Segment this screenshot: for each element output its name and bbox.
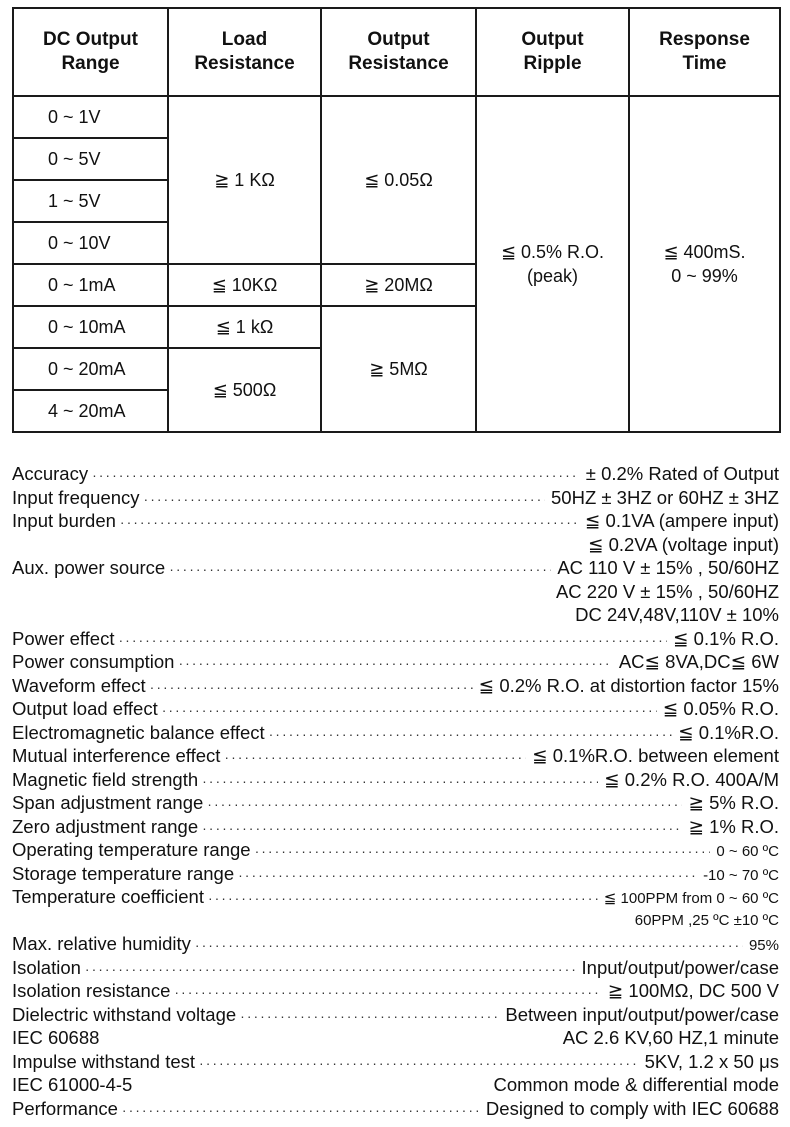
output-resistance-1ma: ≧ 20MΩ	[321, 264, 476, 306]
spec-iec61000: IEC 61000-4-5 Common mode & differential mode	[12, 1074, 779, 1095]
header-output-ripple: Output Ripple	[476, 8, 629, 96]
leader-dots	[207, 793, 682, 817]
load-resistance-voltage: ≧ 1 KΩ	[168, 96, 321, 264]
leader-dots	[144, 488, 545, 512]
leader-dots	[178, 652, 612, 676]
output-ripple-value: ≦ 0.5% R.O. (peak)	[476, 96, 629, 432]
table-row	[13, 96, 780, 138]
spec-temp-coefficient-cont: 60PPM ,25 ºC ±10 ºC	[634, 911, 779, 929]
spec-isolation-resistance: Isolation resistance ····· ≧ 100MΩ, DC 500 V	[12, 979, 779, 1003]
spec-dielectric: Dielectric withstand voltage ····· Between input/output/power/case	[12, 1003, 779, 1027]
range-cell: 0 ~ 10V	[13, 222, 168, 264]
spec-waveform-effect: Waveform effect ····· ≦ 0.2% R.O. at distortion factor 15%	[12, 674, 779, 698]
leader-dots	[92, 464, 580, 488]
leader-dots	[255, 840, 711, 864]
leader-dots	[269, 723, 673, 747]
range-cell: 1 ~ 5V	[13, 180, 168, 222]
spec-em-balance-effect: Electromagnetic balance effect ····· ≦ 0.1%R.O.	[12, 721, 779, 745]
spec-iec60688: IEC 60688 AC 2.6 KV,60 HZ,1 minute	[12, 1027, 779, 1048]
range-cell: 0 ~ 10mA	[13, 306, 168, 348]
header-response-time: Response Time	[629, 8, 780, 96]
spec-zero-adjustment: Zero adjustment range ····· ≧ 1% R.O.	[12, 815, 779, 839]
spec-input-burden-cont: ≦ 0.2VA (voltage input)	[587, 533, 779, 555]
leader-dots	[202, 817, 682, 841]
leader-dots	[174, 981, 601, 1005]
leader-dots	[202, 770, 598, 794]
spec-span-adjustment: Span adjustment range ····· ≧ 5% R.O.	[12, 791, 779, 815]
leader-dots	[122, 1099, 480, 1123]
spec-operating-temp: Operating temperature range ····· 0 ~ 60 ºC	[12, 838, 779, 862]
spec-magnetic-field: Magnetic field strength ····· ≦ 0.2% R.O. 400A/M	[12, 768, 779, 792]
specification-list	[12, 462, 779, 1120]
spec-input-burden: Input burden ····· ≦ 0.1VA (ampere input)	[12, 509, 779, 533]
spec-isolation: Isolation ····· Input/output/power/case	[12, 956, 779, 980]
table-header-row	[13, 8, 780, 96]
leader-dots	[150, 676, 473, 700]
leader-dots	[240, 1005, 499, 1029]
leader-dots	[162, 699, 657, 723]
spec-output-load-effect: Output load effect ····· ≦ 0.05% R.O.	[12, 697, 779, 721]
leader-dots	[199, 1052, 639, 1076]
spec-accuracy: Accuracy ····· ± 0.2% Rated of Output	[12, 462, 779, 486]
range-cell: 0 ~ 1V	[13, 96, 168, 138]
header-output-resistance: Output Resistance	[321, 8, 476, 96]
load-resistance-20ma: ≦ 500Ω	[168, 348, 321, 432]
spec-impulse: Impulse withstand test ····· 5KV, 1.2 x 50 μs	[12, 1050, 779, 1074]
spec-power-effect: Power effect ····· ≦ 0.1% R.O.	[12, 627, 779, 651]
leader-dots	[238, 864, 697, 888]
header-dc-output-range: DC Output Range	[13, 8, 168, 96]
leader-dots	[208, 887, 598, 911]
leader-dots	[119, 629, 668, 653]
spec-humidity: Max. relative humidity ····· 95%	[12, 932, 779, 956]
leader-dots	[224, 746, 526, 770]
leader-dots	[169, 558, 551, 582]
leader-dots	[85, 958, 576, 982]
spec-mutual-interference: Mutual interference effect ····· ≦ 0.1%R.O. between element	[12, 744, 779, 768]
spec-aux-power-cont: DC 24V,48V,110V ± 10%	[575, 604, 779, 625]
header-load-resistance: Load Resistance	[168, 8, 321, 96]
spec-aux-power-cont: AC 220 V ± 15% , 50/60HZ	[555, 580, 779, 602]
response-time-value: ≦ 400mS. 0 ~ 99%	[629, 96, 780, 432]
leader-dots	[195, 934, 743, 958]
spec-performance: Performance ····· Designed to comply with IEC 60688	[12, 1097, 779, 1121]
spec-power-consumption: Power consumption ····· AC≦ 8VA,DC≦ 6W	[12, 650, 779, 674]
spec-temp-coefficient: Temperature coefficient ····· ≦ 100PPM from 0 ~ 60 ºC	[12, 885, 779, 909]
output-spec-table	[12, 7, 781, 433]
range-cell: 0 ~ 20mA	[13, 348, 168, 390]
spec-aux-power: Aux. power source ····· AC 110 V ± 15% , 50/60HZ	[12, 556, 779, 580]
spec-storage-temp: Storage temperature range ····· -10 ~ 70 ºC	[12, 862, 779, 886]
output-resistance-current: ≧ 5MΩ	[321, 306, 476, 432]
load-resistance-10ma: ≦ 1 kΩ	[168, 306, 321, 348]
output-resistance-voltage: ≦ 0.05Ω	[321, 96, 476, 264]
range-cell: 4 ~ 20mA	[13, 390, 168, 432]
leader-dots	[120, 511, 579, 535]
range-cell: 0 ~ 1mA	[13, 264, 168, 306]
spec-input-frequency: Input frequency ····· 50HZ ± 3HZ or 60HZ ± 3HZ	[12, 486, 779, 510]
range-cell: 0 ~ 5V	[13, 138, 168, 180]
load-resistance-1ma: ≦ 10KΩ	[168, 264, 321, 306]
